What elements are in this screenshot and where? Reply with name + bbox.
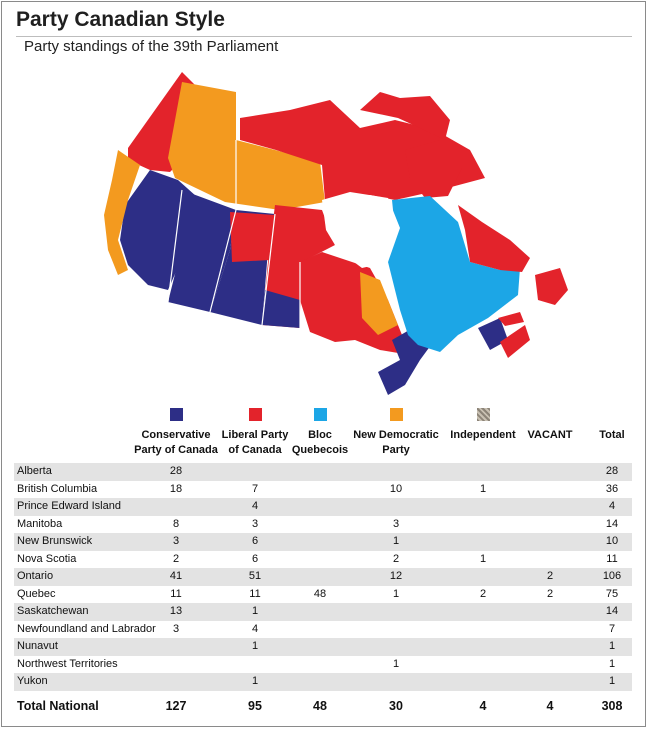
- table-cell: 8: [172, 517, 180, 530]
- table-cell: 2: [546, 587, 554, 600]
- column-header-line: Quebecois: [291, 444, 349, 456]
- table-cell: 106: [602, 570, 622, 582]
- table-cell: 75: [605, 587, 619, 600]
- row-label: British Columbia: [17, 482, 98, 495]
- table-cell: 36: [605, 482, 619, 495]
- map-saskatchewan-north: [230, 212, 275, 262]
- table-cell: 1: [392, 535, 400, 547]
- column-header-line: of Canada: [228, 444, 282, 456]
- legend-swatch-conservative: [170, 408, 183, 421]
- table-cell: 1: [479, 552, 487, 565]
- table-cell: 13: [169, 605, 183, 617]
- table-cell: 7: [251, 482, 259, 495]
- row-label: Quebec: [17, 587, 56, 600]
- table-cell: 1: [608, 640, 616, 652]
- table-row: [14, 568, 632, 586]
- table-cell: 6: [251, 552, 259, 565]
- table-cell: 2: [479, 587, 487, 600]
- column-header: [348, 428, 444, 458]
- table-cell: 4: [608, 500, 616, 512]
- title-divider: [16, 36, 632, 37]
- total-cell: 4: [546, 698, 554, 713]
- table-row: [14, 533, 632, 551]
- table-cell: 2: [392, 552, 400, 565]
- row-label: New Brunswick: [17, 535, 93, 547]
- table-row: [14, 516, 632, 534]
- table-row: [14, 551, 632, 569]
- table-row: [14, 481, 632, 499]
- total-cell: 95: [248, 698, 262, 713]
- row-label: Newfoundland and Labrador: [17, 622, 156, 635]
- legend-swatch-independent: [477, 408, 490, 421]
- table-cell: 6: [251, 535, 259, 547]
- table-cell: 1: [479, 482, 487, 495]
- table-row: [14, 621, 632, 639]
- table-cell: 3: [172, 535, 180, 547]
- table-cell: 48: [313, 587, 327, 600]
- table-cell: 41: [169, 570, 183, 582]
- column-header: [290, 428, 350, 458]
- total-label: Total National: [17, 698, 99, 713]
- column-header-line: Total: [599, 429, 625, 441]
- column-header-line: Bloc: [308, 429, 332, 441]
- table-cell: 51: [248, 570, 262, 582]
- table-cell: 11: [170, 587, 182, 600]
- table-row: [14, 603, 632, 621]
- page-title: Party Canadian Style: [16, 8, 225, 31]
- table-cell: 3: [392, 517, 400, 530]
- table-cell: 10: [605, 535, 619, 547]
- table-cell: 3: [172, 622, 180, 635]
- table-cell: 11: [249, 587, 261, 600]
- row-label: Nunavut: [17, 640, 58, 652]
- row-label: Yukon: [17, 675, 48, 687]
- map-newfoundland: [535, 268, 568, 305]
- column-header-line: Liberal Party: [221, 429, 289, 441]
- table-cell: 1: [392, 587, 400, 600]
- column-header-line: VACANT: [527, 429, 573, 441]
- table-cell: 7: [608, 622, 616, 635]
- row-label: Saskatchewan: [17, 605, 89, 617]
- column-header: [443, 428, 523, 443]
- table-cell: 3: [251, 517, 259, 530]
- column-header: [134, 428, 218, 458]
- column-header-line: Independent: [450, 429, 516, 441]
- table-cell: 11: [606, 552, 618, 565]
- table-cell: 14: [605, 517, 619, 530]
- total-cell: 308: [601, 698, 623, 713]
- table-cell: 1: [608, 657, 616, 670]
- total-cell: 127: [165, 698, 187, 713]
- legend-swatch-ndp: [390, 408, 403, 421]
- table-cell: 4: [251, 622, 259, 635]
- row-label: Northwest Territories: [17, 657, 118, 670]
- table-row: [14, 656, 632, 674]
- page-subtitle: Party standings of the 39th Parliament: [24, 38, 279, 55]
- column-header: [587, 428, 637, 443]
- table-cell: 1: [251, 675, 259, 687]
- table-row: [14, 673, 632, 691]
- total-cell: 4: [479, 698, 487, 713]
- table-cell: 1: [251, 605, 259, 617]
- table-cell: 12: [389, 570, 403, 582]
- table-row: [14, 638, 632, 656]
- table-cell: 2: [172, 552, 180, 565]
- table-cell: 1: [251, 640, 259, 652]
- row-label: Alberta: [17, 465, 52, 477]
- column-header-line: New Democratic: [353, 429, 439, 441]
- table-cell: 2: [546, 570, 554, 582]
- table-cell: 4: [251, 500, 259, 512]
- column-header-line: Conservative: [141, 429, 211, 441]
- legend-swatch-bloc: [314, 408, 327, 421]
- table-row: [14, 463, 632, 481]
- total-row: [14, 696, 632, 714]
- column-header: [525, 428, 575, 443]
- table-cell: 10: [389, 482, 403, 495]
- column-header-line: Party: [382, 444, 410, 456]
- table-cell: 14: [605, 605, 619, 617]
- table-cell: 28: [605, 465, 619, 477]
- row-label: Prince Edward Island: [17, 500, 121, 512]
- row-label: Ontario: [17, 570, 54, 582]
- legend-swatch-liberal: [249, 408, 262, 421]
- table-cell: 1: [608, 675, 616, 687]
- table-row: [14, 498, 632, 516]
- table-cell: 18: [169, 482, 183, 495]
- total-cell: 48: [313, 698, 327, 713]
- total-cell: 30: [389, 698, 403, 713]
- table-cell: 28: [169, 465, 183, 477]
- table-row: [14, 586, 632, 604]
- column-header: [213, 428, 297, 458]
- row-label: Nova Scotia: [17, 552, 77, 565]
- map-nova-scotia: [500, 325, 530, 358]
- table-cell: 1: [392, 657, 400, 670]
- canada-party-map: [0, 60, 649, 405]
- row-label: Manitoba: [17, 517, 63, 530]
- column-header-line: Party of Canada: [134, 444, 218, 456]
